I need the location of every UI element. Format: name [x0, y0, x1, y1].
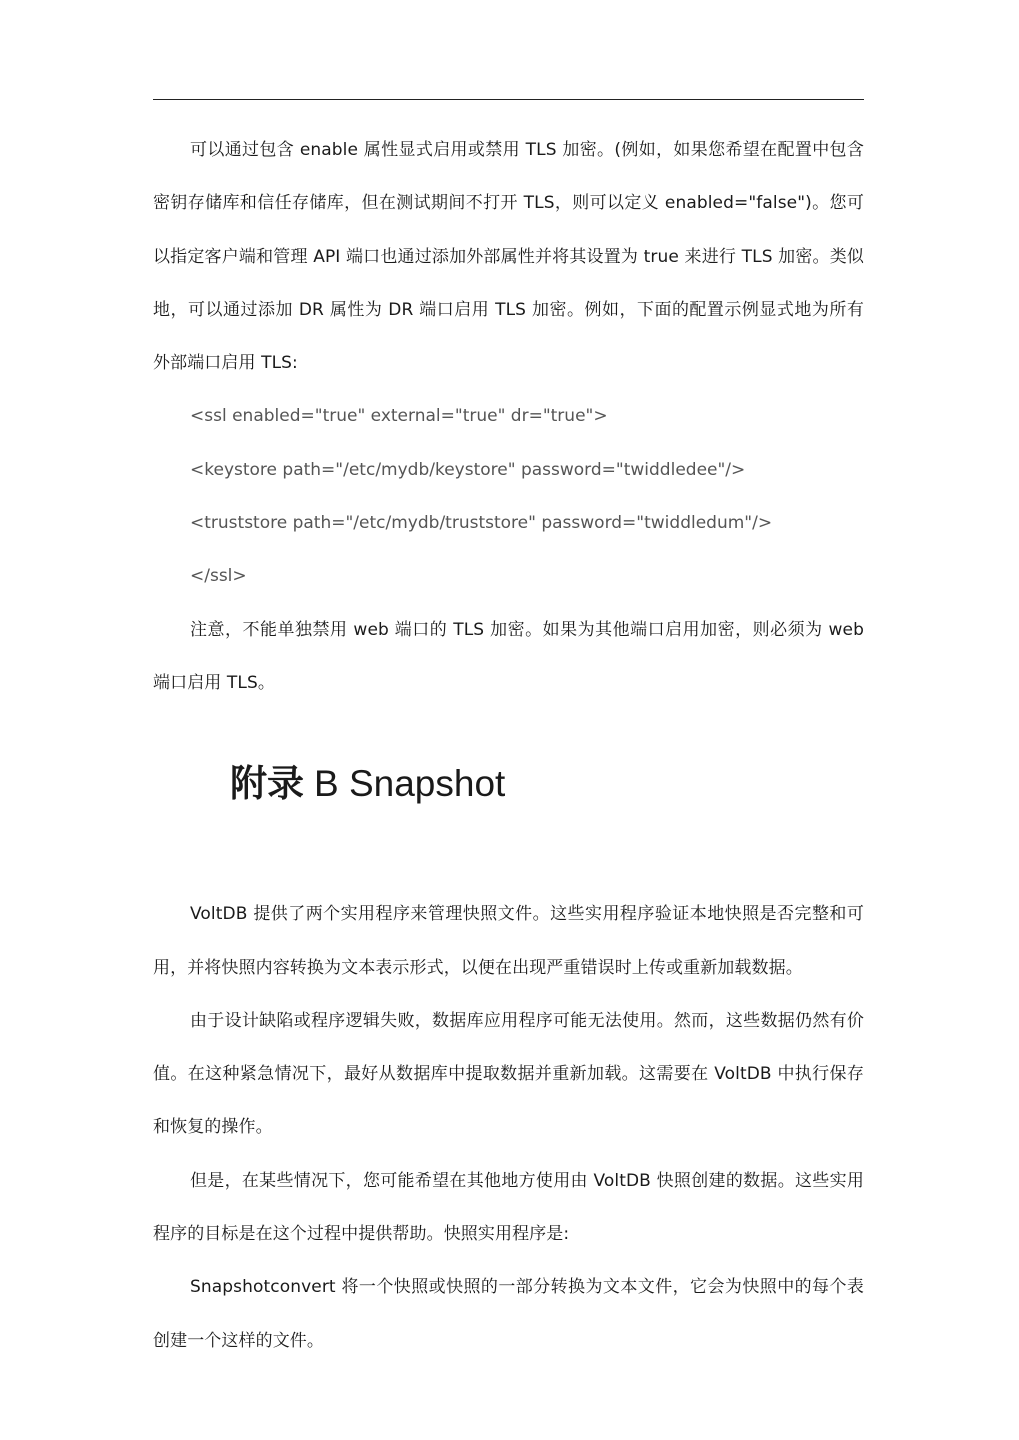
- appendix-heading-cn: 附录: [230, 762, 304, 806]
- code-line-ssl-close: </ssl>: [190, 566, 247, 587]
- appendix-heading-block: [153, 710, 864, 888]
- tls-paragraph: 可以通过包含 enable 属性显式启用或禁用 TLS 加密。(例如，如果您希望在配置中包含密钥存储库和信任存储库，但在测试期间不打开 TLS，则可以定义 enabled="false")。您可以指定客户端和管理 API 端口也通过添加外部属性并将其设置为 true 来进行 TLS 加密。类似地，可以通过添加 DR 属性为 DR 端口启用 TLS 加密。例如，下面的配置示例显式地为所有外部端口启用 TLS:: [153, 140, 864, 374]
- code-line-keystore: <keystore path="/etc/mydb/keystore" password="twiddledee"/>: [190, 459, 746, 480]
- appendix-paragraph-snapshotconvert: Snapshotconvert 将一个快照或快照的一部分转换为文本文件，它会为快照中的每个表创建一个这样的文件。: [153, 1277, 864, 1351]
- appendix-paragraph-intro: VoltDB 提供了两个实用程序来管理快照文件。这些实用程序验证本地快照是否完整和可用，并将快照内容转换为文本表示形式，以便在出现严重错误时上传或重新加载数据。: [153, 904, 864, 978]
- tls-note-paragraph: 注意，不能单独禁用 web 端口的 TLS 加密。如果为其他端口启用加密，则必须为 web 端口启用 TLS。: [153, 619, 864, 693]
- appendix-paragraph-usage: 但是，在某些情况下，您可能希望在其他地方使用由 VoltDB 快照创建的数据。这些实用程序的目标是在这个过程中提供帮助。快照实用程序是:: [153, 1170, 864, 1245]
- ssl-config-code: [153, 390, 864, 603]
- appendix-heading: [230, 760, 505, 808]
- appendix-heading-en: B Snapshot: [314, 763, 506, 805]
- document-body: [153, 124, 864, 1368]
- code-line-truststore: <truststore path="/etc/mydb/truststore" password="twiddledum"/>: [190, 513, 773, 534]
- code-line-ssl-open: <ssl enabled="true" external="true" dr="true">: [190, 406, 608, 427]
- header-rule: [153, 99, 864, 100]
- appendix-paragraph-failure: 由于设计缺陷或程序逻辑失败，数据库应用程序可能无法使用。然而，这些数据仍然有价值。在这种紧急情况下，最好从数据库中提取数据并重新加载。这需要在 VoltDB 中执行保存和恢复的操作。: [153, 1010, 864, 1138]
